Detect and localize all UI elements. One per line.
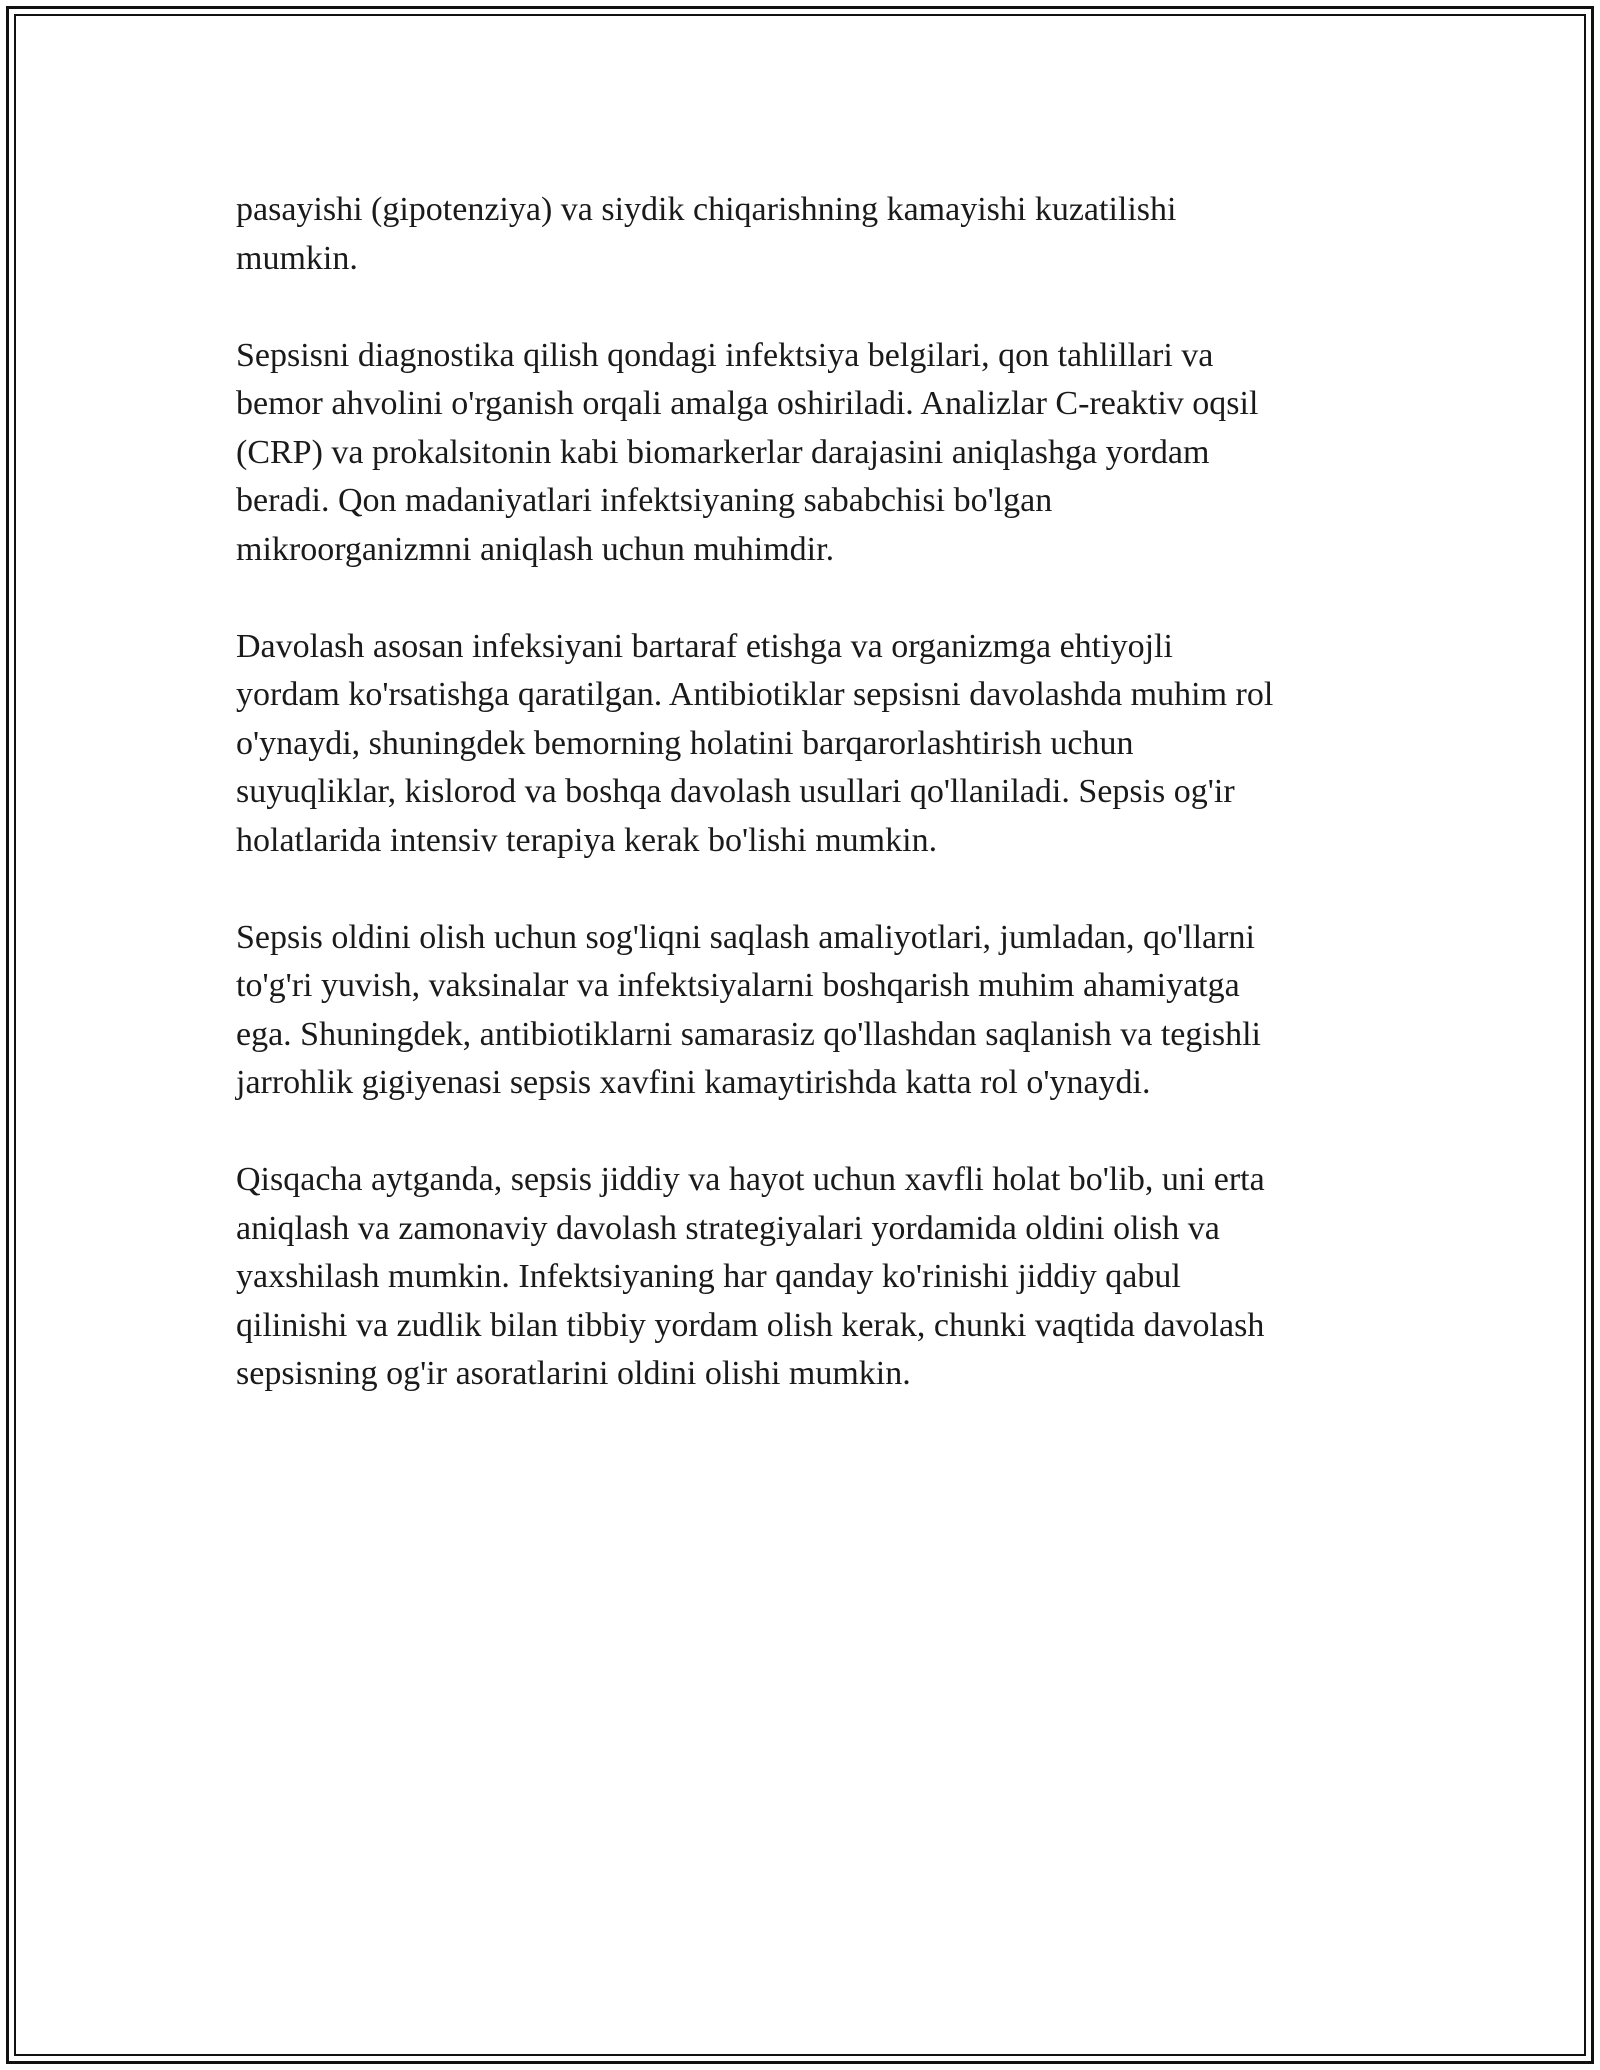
paragraph-1: pasayishi (gipotenziya) va siydik chiqarishning kamayishi kuzatilishi mumkin. — [236, 191, 1177, 277]
document-body — [236, 186, 1386, 1447]
paragraph-4: Sepsis oldini olish uchun sog'liqni saqlash amaliyotlari, jumladan, qo'llarni to'g'ri yuvish, vaksinalar va infektsiyalarni boshqarish muhim ahamiyatga ega. Shuningdek, antibiotiklarni samarasiz qo'llashdan saqlanish va tegishli jarrohlik gigiyenasi sepsis xavfini kamaytirishda katta rol o'ynaydi. — [236, 918, 1261, 1101]
paragraph-3: Davolash asosan infeksiyani bartaraf etishga va organizmga ehtiyojli yordam ko'rsatishga qaratilgan. Antibiotiklar sepsisni davolashda muhim rol o'ynaydi, shuningdek bemorning holatini barqarorlashtirish uchun suyuqliklar, kislorod va boshqa davolash usullari qo'llaniladi. Sepsis og'ir holatlarida intensiv terapiya kerak bo'lishi mumkin. — [236, 627, 1274, 859]
paragraph-5: Qisqacha aytganda, sepsis jiddiy va hayot uchun xavfli holat bo'lib, uni erta aniqlash va zamonaviy davolash strategiyalari yordamida oldini olish va yaxshilash mumkin. Infektsiyaning har qanday ko'rinishi jiddiy qabul qilinishi va zudlik bilan tibbiy yordam olish kerak, chunki vaqtida davolash sepsisning og'ir asoratlarini oldini olishi mumkin. — [236, 1161, 1265, 1392]
paragraph-2: Sepsisni diagnostika qilish qondagi infektsiya belgilari, qon tahlillari va bemor ahvolini o'rganish orqali amalga oshiriladi. Analizlar C-reaktiv oqsil (CRP) va prokalsitonin kabi biomarkerlar darajasini aniqlashga yordam beradi. Qon madaniyatlari infektsiyaning sababchisi bo'lgan mikroorganizmni aniqlash uchun muhimdir. — [236, 336, 1259, 568]
